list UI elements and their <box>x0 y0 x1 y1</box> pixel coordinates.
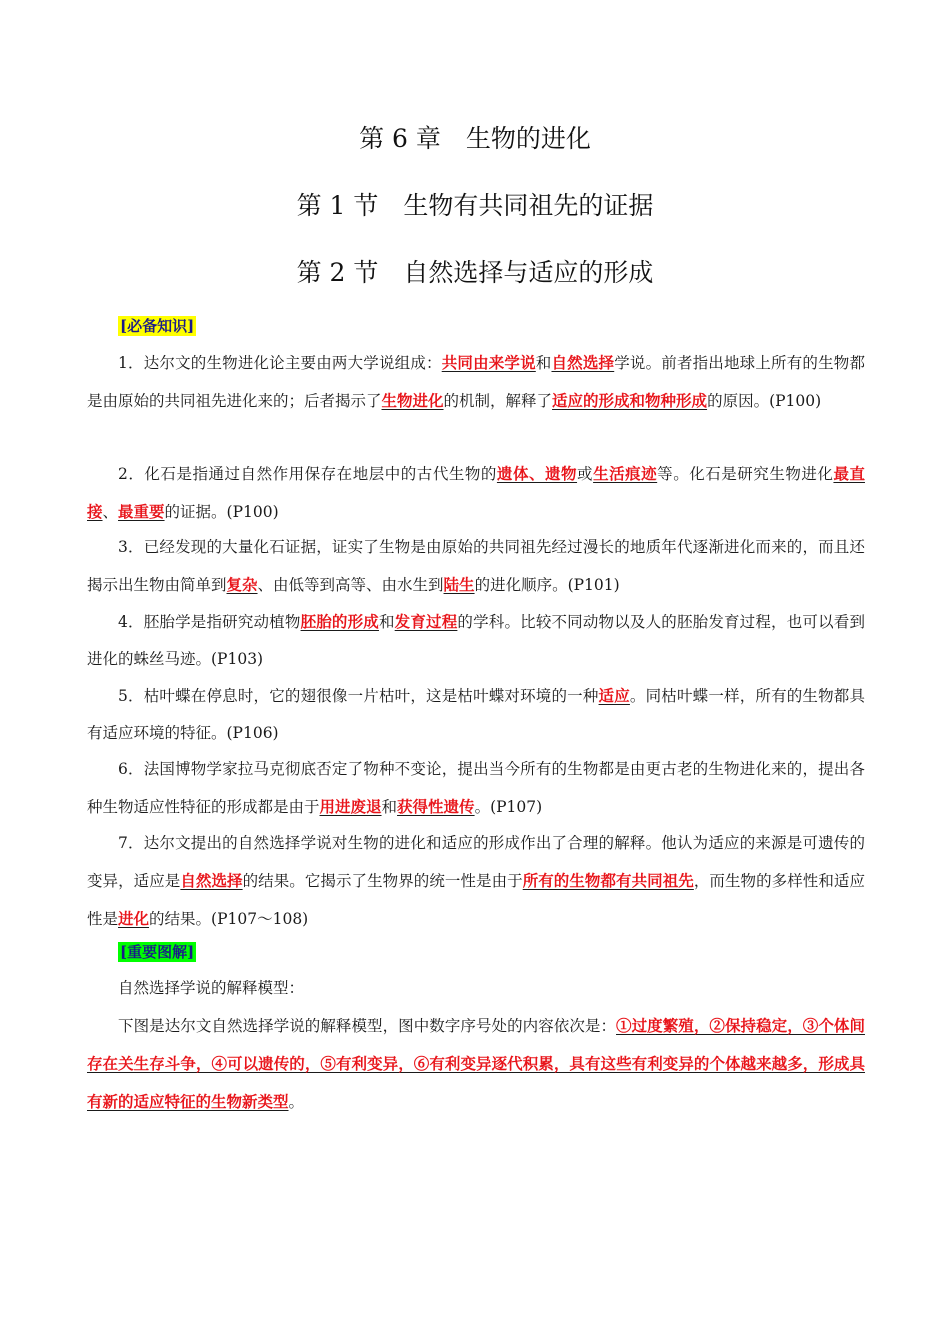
paragraph-4 <box>87 603 865 678</box>
p7-answer-3: 进化 <box>118 909 150 928</box>
paragraph-7 <box>87 825 865 938</box>
p2-text-e: 等。化石是研究生物进化 <box>657 465 834 483</box>
p4-text-e: 的学科。比较不同动物以及人的胚胎发育过程，也可以看到进化的蛛丝马迹。(P103) <box>87 613 865 668</box>
p1-text-g: 的机制，解释了 <box>443 392 553 410</box>
p4-answer-2: 发育过程 <box>394 612 458 631</box>
p5-answer-1: 适应 <box>598 686 630 705</box>
p6-text-e: 。(P107) <box>474 798 543 816</box>
p5-text-c: 。同枯叶蝶一样，所有的生物都具有适应环境的特征。(P106) <box>87 687 865 742</box>
p9-text-a: 下图是达尔文自然选择学说的解释模型，图中数字序号处的内容依次是： <box>118 1017 617 1035</box>
essential-knowledge-tag: [必备知识] <box>120 317 195 335</box>
p4-answer-1: 胚胎的形成 <box>300 612 379 631</box>
paragraph-1 <box>87 344 865 420</box>
p6-text-c: 和 <box>381 798 398 816</box>
p2-text-c: 或 <box>577 465 594 483</box>
p1-text-c: 和 <box>535 354 552 372</box>
paragraph-2 <box>87 455 865 531</box>
p9-text-c: 。 <box>288 1093 305 1111</box>
p9-answer: ①过度繁殖，②保持稳定，③个体间存在关生存斗争，④可以遗传的，⑤有利变异，⑥有利变异逐代积累，具有这些有利变异的个体越来越多，形成具有新的适应特征的生物新类型 <box>87 1016 865 1111</box>
p6-text-a: 6．法国博物学家拉马克彻底否定了物种不变论，提出当今所有的生物都是由更古老的生物进化来的，提出各种生物适应性特征的形成都是由于 <box>87 760 865 816</box>
p1-answer-4: 适应的形成和物种形成 <box>552 391 708 410</box>
p2-answer-2: 生活痕迹 <box>593 464 658 483</box>
section-1-title: 第 1 节 生物有共同祖先的证据 <box>296 191 654 220</box>
p2-text-a: 2．化石是指通过自然作用保存在地层中的古代生物的 <box>118 465 497 483</box>
p1-text-i: 的原因。(P100) <box>707 392 822 410</box>
p7-text-a: 7．达尔文提出的自然选择学说对生物的进化和适应的形成作出了合理的解释。他认为适应的来源是可遗传的变异，适应是 <box>87 834 865 890</box>
p2-answer-1: 遗体、遗物 <box>496 464 578 483</box>
p3-text-c: 、由低等到高等、由水生到 <box>257 576 444 594</box>
paragraph-model-answers <box>87 1007 865 1121</box>
p4-text-c: 和 <box>378 613 395 631</box>
paragraph-6 <box>87 751 865 826</box>
paragraph-3 <box>87 529 865 604</box>
p5-text-a: 5．枯叶蝶在停息时，它的翅很像一片枯叶，这是枯叶蝶对环境的一种 <box>118 687 599 705</box>
p7-text-e: ，而生物的多样性和适应性是 <box>87 872 865 928</box>
p3-text-a: 3．已经发现的大量化石证据，证实了生物是由原始的共同祖先经过漫长的地质年代逐渐进化而来的，而且还揭示出生物由简单到 <box>87 538 865 594</box>
p7-answer-1: 自然选择 <box>180 871 243 890</box>
p2-answer-4: 最重要 <box>118 502 165 521</box>
paragraph-5 <box>87 677 865 752</box>
p7-text-c: 的结果。它揭示了生物界的统一性是由于 <box>242 872 523 890</box>
p1-answer-1: 共同由来学说 <box>441 353 536 372</box>
paragraph-model-intro: 自然选择学说的解释模型： <box>118 979 305 997</box>
p1-answer-2: 自然选择 <box>551 353 615 372</box>
p1-text-a: 1．达尔文的生物进化论主要由两大学说组成： <box>118 354 442 372</box>
p7-text-g: 的结果。(P107～108) <box>149 910 309 928</box>
p3-answer-1: 复杂 <box>226 575 258 594</box>
p2-answer-3: 最直接 <box>87 464 865 521</box>
p6-answer-2: 获得性遗传 <box>397 797 475 816</box>
chapter-title: 第 6 章 生物的进化 <box>359 124 591 153</box>
p3-text-e: 的进化顺序。(P101) <box>474 576 620 594</box>
p2-text-i: 的证据。(P100) <box>164 503 279 521</box>
p2-text-g: 、 <box>102 503 119 521</box>
section-2-title: 第 2 节 自然选择与适应的形成 <box>296 258 654 287</box>
important-diagram-tag: [重要图解] <box>120 943 195 961</box>
p7-answer-2: 所有的生物都有共同祖先 <box>522 871 694 890</box>
p3-answer-2: 陆生 <box>443 575 475 594</box>
p1-answer-3: 生物进化 <box>381 391 444 410</box>
p1-text-e: 学说。前者指出地球上所有的生物都是由原始的共同祖先进化来的；后者揭示了 <box>87 354 865 410</box>
p4-text-a: 4．胚胎学是指研究动植物 <box>118 613 301 631</box>
p6-answer-1: 用进废退 <box>319 797 382 816</box>
